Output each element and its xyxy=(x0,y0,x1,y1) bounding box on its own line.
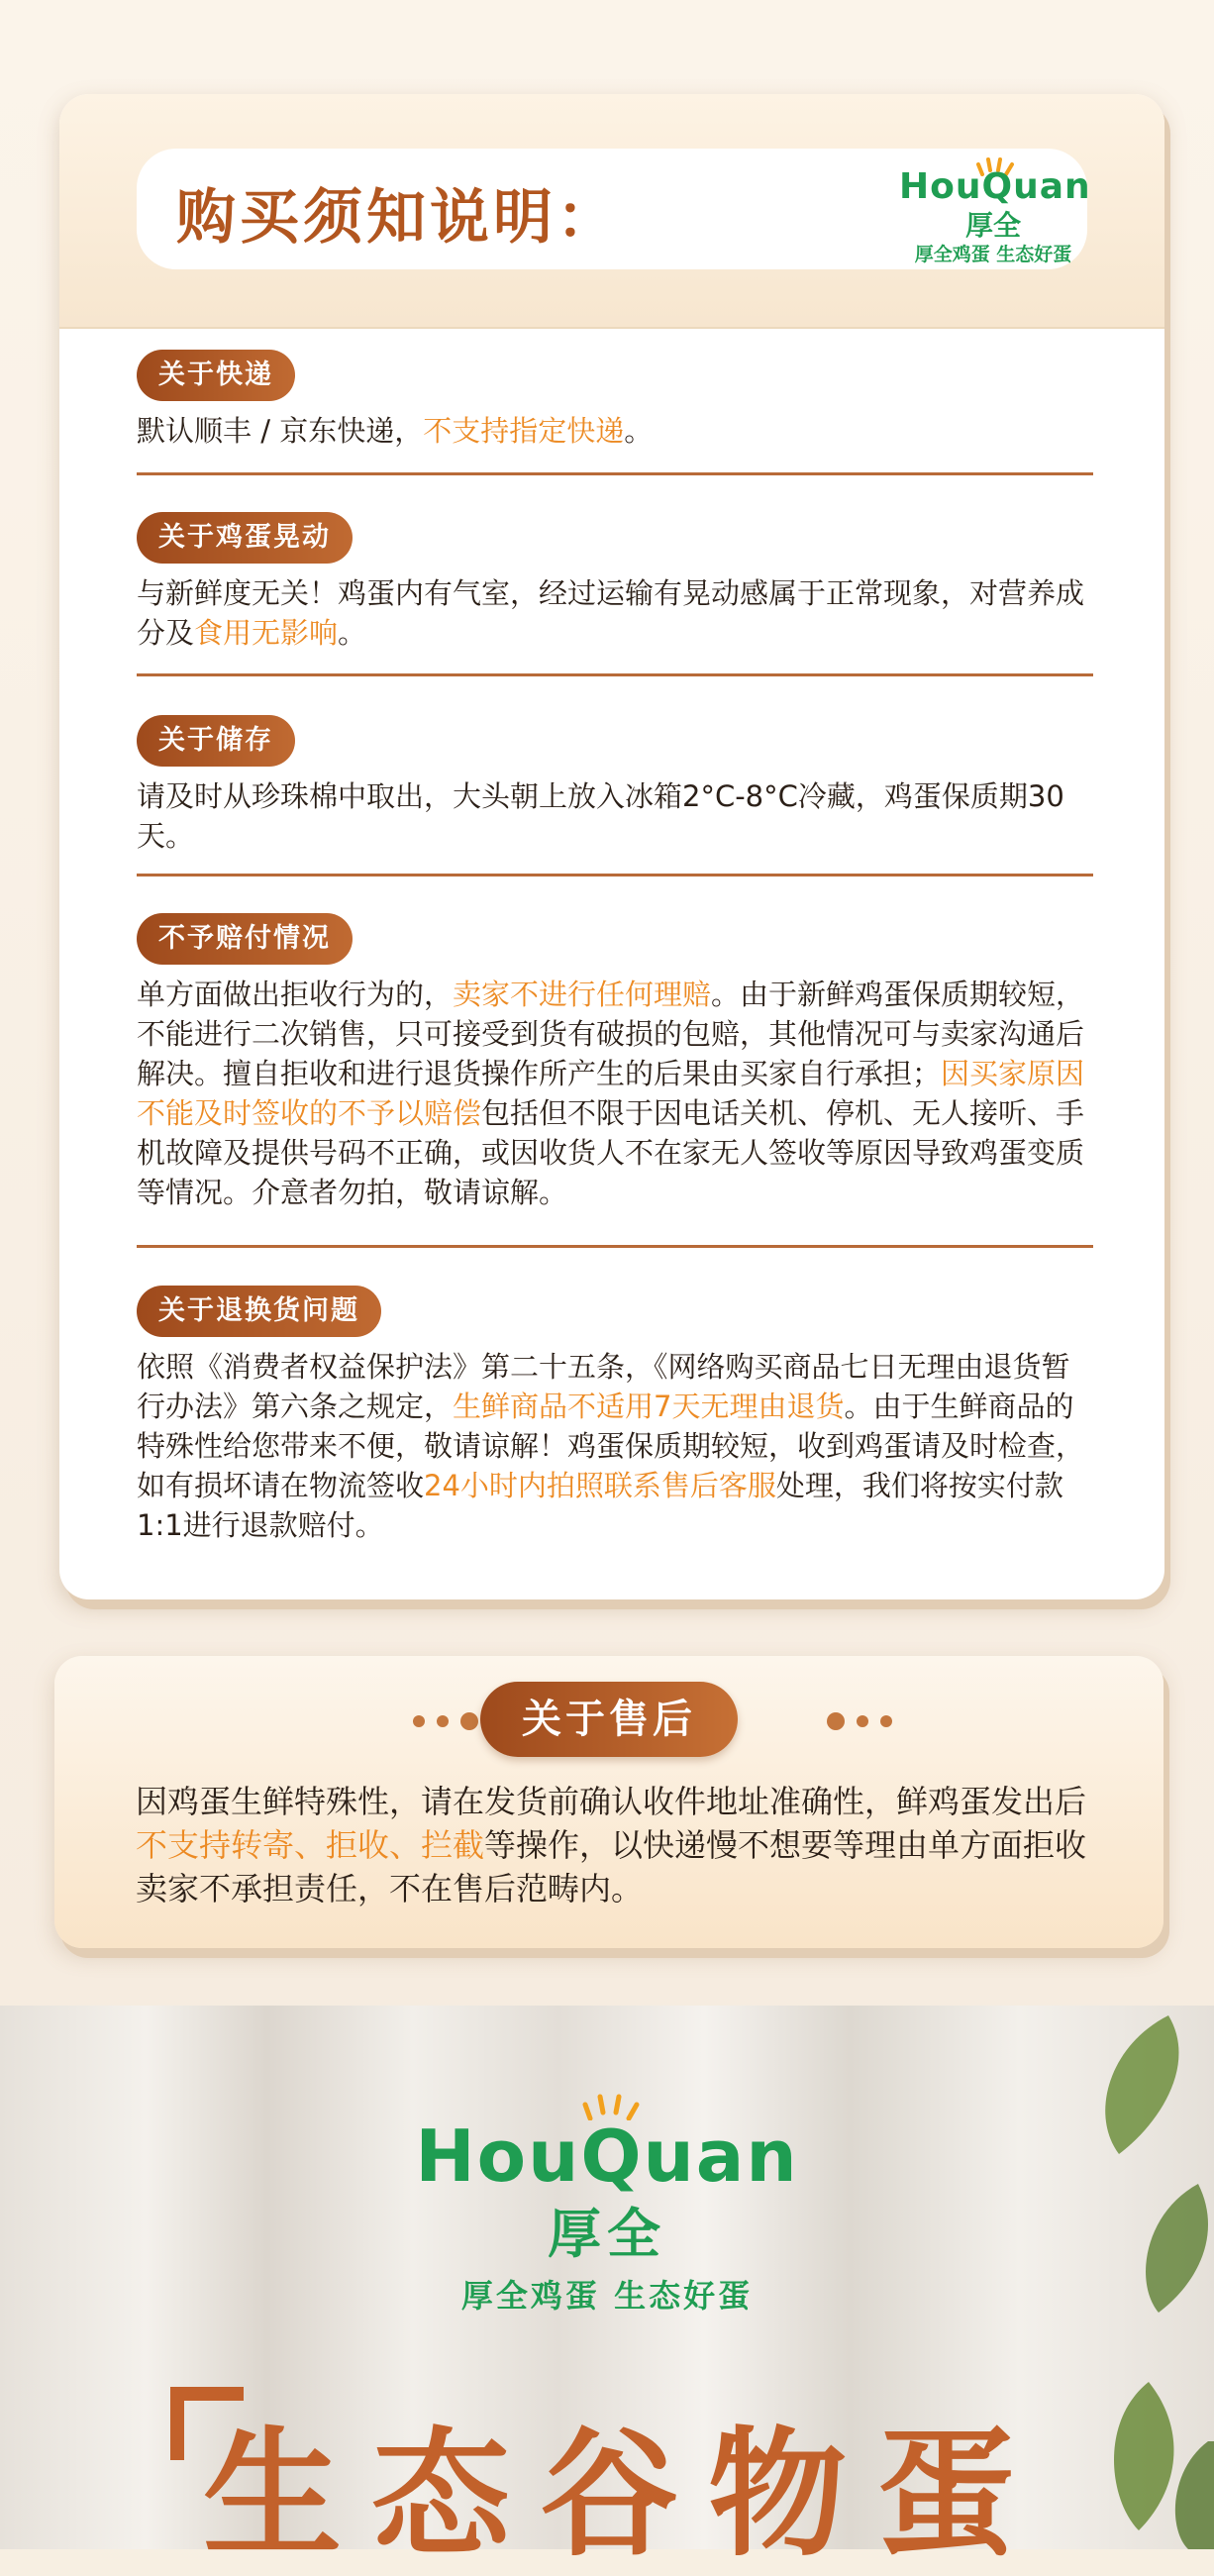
aftersale-badge: 关于售后 xyxy=(480,1682,738,1757)
section-text xyxy=(137,776,1087,856)
logo-tagline: 厚全鸡蛋 生态好蛋 xyxy=(460,2277,754,2315)
body-text: 包括但不限于因电话关机、停机、无人接听、手机故障及提供号码不正确，或因收货人不在家无人签收等原因导致鸡蛋变质等情况。介意者勿拍，敬请谅解。 xyxy=(137,1096,1085,1209)
section-badge: 关于快递 xyxy=(137,350,295,401)
divider xyxy=(137,1245,1093,1248)
body-text: 因鸡蛋生鲜特殊性，请在发货前确认收件地址准确性，鲜鸡蛋发出后 xyxy=(136,1783,1087,1820)
divider xyxy=(137,673,1093,676)
banner-title: 生态谷物蛋 xyxy=(203,2415,1046,2576)
body-text: 请及时从珍珠棉中取出，大头朝上放入冰箱2°C-8°C冷藏，鸡蛋保质期30天。 xyxy=(137,779,1064,853)
body-text: 。 xyxy=(624,414,654,448)
section-egg-shaking xyxy=(137,512,1087,653)
section-badge: 关于退换货问题 xyxy=(137,1286,381,1337)
highlight-text: 生鲜商品不适用7天无理由退货 xyxy=(453,1390,845,1423)
houquan-logo-large xyxy=(409,2093,805,2315)
highlight-text: 因买家原因不能及时签收的不予以赔偿 xyxy=(137,1057,1085,1130)
notice-header xyxy=(59,94,1164,329)
section-returns xyxy=(137,1286,1087,1545)
section-text xyxy=(137,1347,1087,1545)
divider xyxy=(137,472,1093,475)
body-text: 处理，我们将按实付款1:1进行退款赔付。 xyxy=(137,1469,1063,1542)
aftersale-text xyxy=(136,1780,1096,1910)
section-badge: 不予赔付情况 xyxy=(137,913,353,965)
section-badge: 关于鸡蛋晃动 xyxy=(137,512,353,564)
logo-wordmark: HouQuan xyxy=(415,2114,799,2198)
logo-tagline: 厚全鸡蛋 生态好蛋 xyxy=(914,244,1072,265)
section-text xyxy=(137,975,1087,1212)
body-text: 。由于新鲜鸡蛋保质期较短，不能进行二次销售，只可接受到货有破损的包赔，其他情况可与卖家沟通后解决。擅自拒收和进行退货操作所产生的后果由买家自行承担； xyxy=(137,978,1085,1090)
body-text: 等操作，以快递慢不想要等理由单方面拒收卖家不承担责任，不在售后范畴内。 xyxy=(136,1826,1087,1907)
highlight-text: 卖家不进行任何理赔 xyxy=(453,978,712,1011)
aftersale-card xyxy=(54,1656,1163,1948)
section-no-compensation xyxy=(137,913,1087,1212)
body-text: 与新鲜度无关！鸡蛋内有气室，经过运输有晃动感属于正常现象，对营养成分及 xyxy=(137,576,1085,650)
logo-wordmark: HouQuan xyxy=(899,166,1091,207)
logo-chinese: 厚全 xyxy=(964,209,1021,242)
divider xyxy=(137,874,1093,876)
section-text xyxy=(137,573,1087,653)
section-express xyxy=(137,350,1087,451)
logo-chinese: 厚全 xyxy=(548,2203,666,2265)
body-text: 。由于生鲜商品的特殊性给您带来不便，敬请谅解！鸡蛋保质期较短，收到鸡蛋请及时检查，如有损坏请在物流签收 xyxy=(137,1390,1085,1502)
body-text: 依照《消费者权益保护法》第二十五条，《网络购买商品七日无理由退货暂行办法》第六条之规定， xyxy=(137,1350,1070,1423)
body-text: 。 xyxy=(338,616,367,650)
section-badge: 关于储存 xyxy=(137,715,295,767)
notice-title: 购买须知说明： xyxy=(176,183,620,253)
body-text: 默认顺丰 / 京东快递， xyxy=(137,414,424,448)
highlight-text: 食用无影响 xyxy=(194,616,339,650)
highlight-text: 不支持转寄、拒收、拦截 xyxy=(136,1826,485,1864)
section-storage xyxy=(137,715,1087,856)
houquan-logo xyxy=(899,156,1091,265)
section-text xyxy=(137,411,1087,451)
body-text: 单方面做出拒收行为的， xyxy=(137,978,454,1011)
highlight-text: 24小时内拍照联系售后客服 xyxy=(424,1469,776,1502)
title-pill xyxy=(137,149,1091,269)
purchase-notice-card xyxy=(59,94,1164,1599)
decorative-dots-right xyxy=(827,1710,904,1730)
highlight-text: 不支持指定快递 xyxy=(423,414,625,448)
